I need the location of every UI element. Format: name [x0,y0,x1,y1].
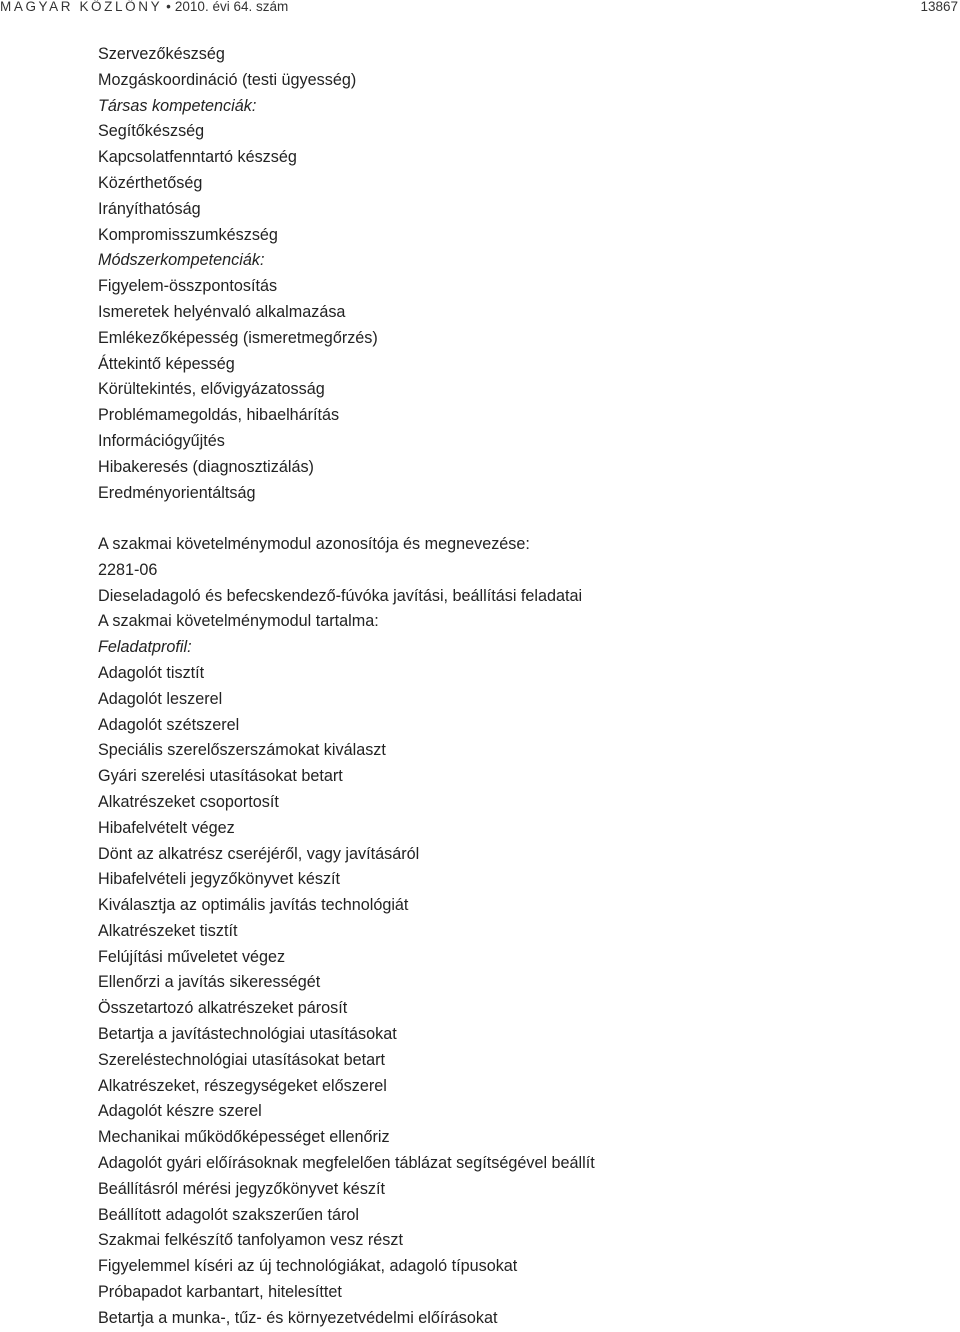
module-line: Ellenőrzi a javítás sikerességét [98,973,321,992]
competency-item: Közérthetőség [98,173,203,192]
module-line: Szakmai felkészítő tanfolyamon vesz részt [98,1231,403,1250]
module-line: Dieseladagoló és befecskendező-fúvóka javítási, beállítási feladatai [98,586,583,605]
module-list [98,532,938,1332]
module-line: Kiválasztja az optimális javítás technológiát [98,896,409,915]
module-line: Próbapadot karbantart, hitelesíttet [98,1283,342,1302]
section-gap [98,506,938,532]
module-line: Gyári szerelési utasításokat betart [98,767,343,786]
module-line: Adagolót gyári előírásoknak megfelelően táblázat segítségével beállít [98,1154,595,1173]
section-heading: Módszerkompetenciák: [98,251,265,270]
section-heading: Társas kompetenciák: [98,96,257,115]
page-number: 13867 [920,0,958,14]
section-heading: Feladatprofil: [98,638,192,657]
competency-item: Áttekintő képesség [98,354,235,373]
competency-item: Segítőkészség [98,122,205,141]
competency-list [98,42,938,506]
competency-item: Eredményorientáltság [98,483,256,502]
module-line: Beállításról mérési jegyzőkönyvet készít [98,1179,385,1198]
module-line: Figyelemmel kíséri az új technológiákat, adagoló típusokat [98,1257,518,1276]
journal-title: MAGYAR KÖZLÖNY [0,0,163,14]
header-separator: • [166,0,171,14]
module-line: 2281-06 [98,560,158,579]
issue-label: 2010. évi 64. szám [174,0,289,14]
module-line: Alkatrészeket, részegységeket előszerel [98,1076,387,1095]
module-line: Betartja a javítástechnológiai utasításokat [98,1025,397,1044]
module-line: A szakmai követelménymodul azonosítója és megnevezése: [98,534,530,553]
module-line: A szakmai követelménymodul tartalma: [98,612,379,631]
module-line: Hibafelvételt végez [98,818,235,837]
module-line: Adagolót szétszerel [98,715,240,734]
module-line: Hibafelvételi jegyzőkönyvet készít [98,870,341,889]
document-body [98,42,938,1332]
competency-item: Mozgáskoordináció (testi ügyesség) [98,70,357,89]
competency-item: Hibakeresés (diagnosztizálás) [98,457,314,476]
competency-item: Kompromisszumkészség [98,225,278,244]
module-line: Szereléstechnológiai utasításokat betart [98,1050,386,1069]
header-left [0,0,288,14]
module-line: Dönt az alkatrész cseréjéről, vagy javításáról [98,844,420,863]
module-line: Adagolót leszerel [98,689,223,708]
competency-item: Problémamegoldás, hibaelhárítás [98,406,340,425]
module-line: Speciális szerelőszerszámokat kiválaszt [98,741,386,760]
page-header [0,0,960,16]
module-line: Alkatrészeket csoportosít [98,792,279,811]
module-line: Beállított adagolót szakszerűen tárol [98,1205,359,1224]
competency-item: Figyelem-összpontosítás [98,277,278,296]
competency-item: Körültekintés, elővigyázatosság [98,380,325,399]
module-line: Alkatrészeket tisztít [98,921,238,940]
competency-item: Kapcsolatfenntartó készség [98,148,297,167]
module-line: Betartja a munka-, tűz- és környezetvédelmi előírásokat [98,1308,498,1327]
competency-item: Ismeretek helyénvaló alkalmazása [98,302,346,321]
competency-item: Szervezőkészség [98,45,225,63]
module-line: Összetartozó alkatrészeket párosít [98,999,348,1018]
module-line: Mechanikai működőképességet ellenőriz [98,1128,390,1147]
competency-item: Emlékezőképesség (ismeretmegőrzés) [98,328,378,347]
module-line: Adagolót tisztít [98,663,205,682]
competency-item: Információgyűjtés [98,431,225,450]
module-line: Adagolót készre szerel [98,1102,262,1121]
competency-item: Irányíthatóság [98,199,201,218]
module-line: Felújítási műveletet végez [98,947,286,966]
